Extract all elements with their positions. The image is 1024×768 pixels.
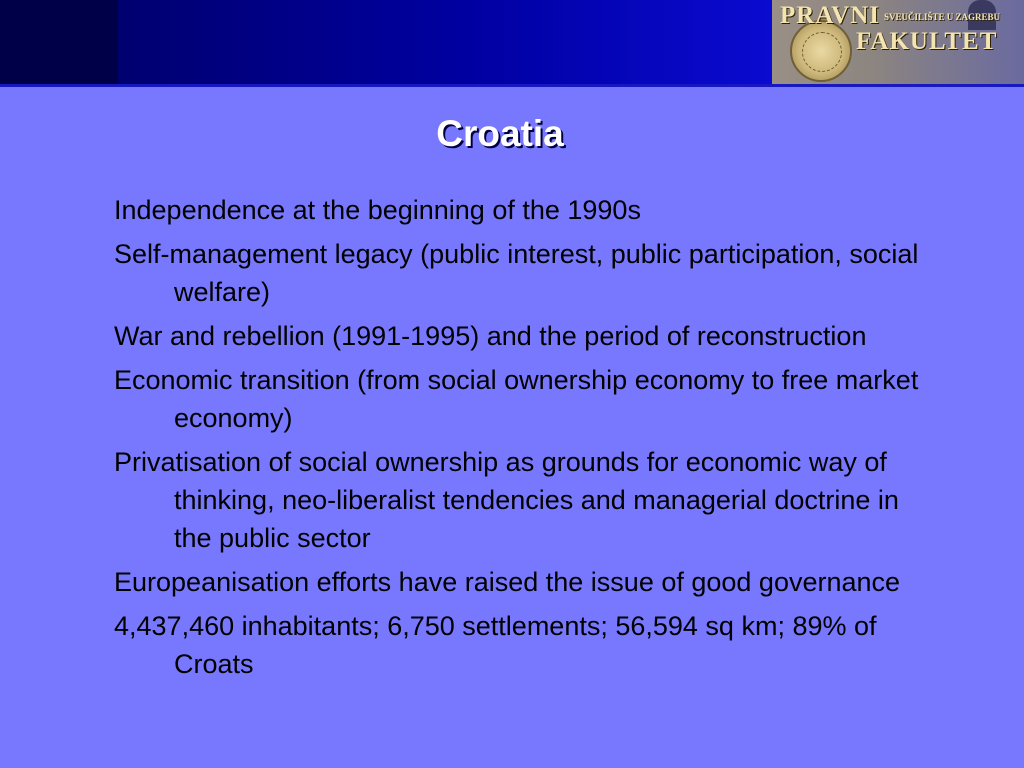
faculty-logo bbox=[772, 0, 1024, 86]
bullet-item: Self-management legacy (public interest, public participation, social welfare) bbox=[114, 239, 919, 307]
bullet-item: Independence at the beginning of the 1990s bbox=[114, 195, 641, 225]
logo-pravni-text: PRAVNI bbox=[780, 2, 880, 29]
header-dark-panel bbox=[0, 0, 118, 86]
slide-header-banner bbox=[0, 0, 1024, 86]
bullet-item: Economic transition (from social ownership economy to free market economy) bbox=[114, 365, 919, 433]
slide-title: Croatia bbox=[436, 113, 564, 154]
logo-university-text: SVEUČILIŠTE U ZAGREBU bbox=[884, 12, 1001, 22]
bullet-item: War and rebellion (1991-1995) and the period of reconstruction bbox=[114, 321, 867, 351]
bullet-item: Privatisation of social ownership as grounds for economic way of thinking, neo-liberalist tendencies and managerial doctrine in the public sector bbox=[114, 447, 899, 553]
bullet-item: 4,437,460 inhabitants; 6,750 settlements; 56,594 sq km; 89% of Croats bbox=[114, 611, 877, 679]
header-divider bbox=[0, 84, 1024, 87]
bullet-item: Europeanisation efforts have raised the issue of good governance bbox=[114, 567, 901, 597]
bullet-list bbox=[114, 191, 924, 689]
logo-fakultet-text: FAKULTET bbox=[856, 28, 998, 55]
